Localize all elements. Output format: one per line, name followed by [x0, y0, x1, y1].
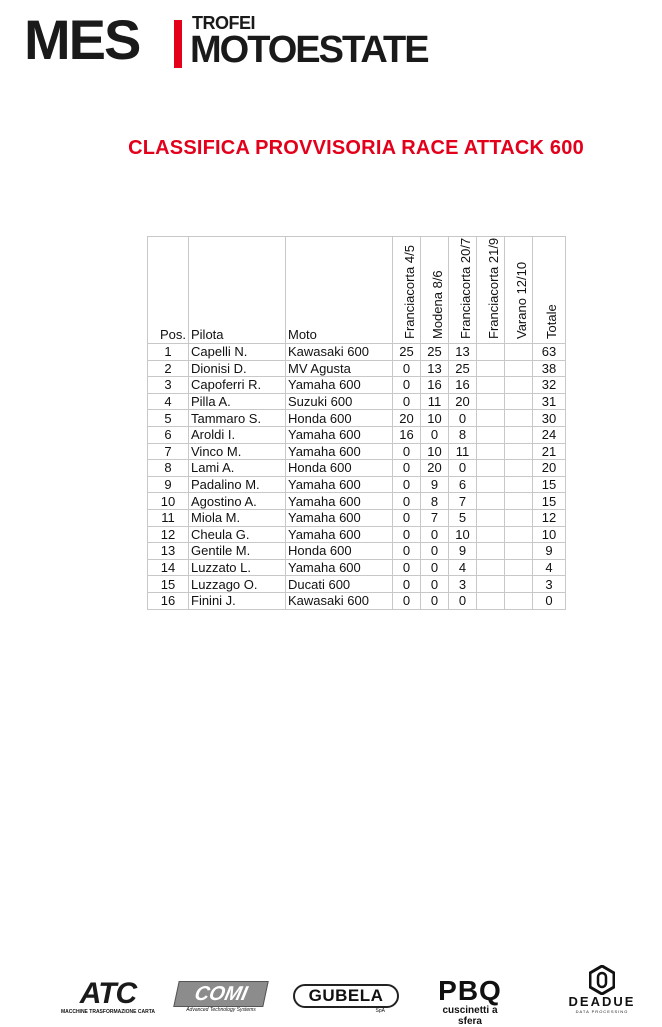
table-row — [148, 559, 566, 576]
cell-moto: Yamaha 600 — [286, 559, 393, 576]
sponsor-deadue-mark: DEADUE — [568, 994, 636, 1009]
logo-trofei: TROFEI — [192, 13, 255, 33]
cell-totale: 10 — [533, 526, 566, 543]
cell-pos: 13 — [148, 543, 189, 560]
sponsor-pbq-logo — [430, 975, 510, 1027]
header-race-1-label: Franciacorta 4/5 — [401, 245, 417, 339]
cell-race-3: 10 — [449, 526, 477, 543]
cell-race-3: 6 — [449, 476, 477, 493]
cell-race-2: 9 — [421, 476, 449, 493]
cell-race-5 — [505, 460, 533, 477]
cell-race-5 — [505, 576, 533, 593]
header-totale-label: Totale — [544, 304, 559, 339]
cell-race-3: 16 — [449, 377, 477, 394]
cell-race-4 — [477, 493, 505, 510]
cell-race-4 — [477, 410, 505, 427]
cell-race-1: 0 — [393, 377, 421, 394]
cell-moto: Yamaha 600 — [286, 526, 393, 543]
cell-totale: 4 — [533, 559, 566, 576]
cell-race-3: 0 — [449, 460, 477, 477]
sponsor-comi-mark: COMI — [173, 981, 269, 1007]
table-row — [148, 576, 566, 593]
page-title: CLASSIFICA PROVVISORIA RACE ATTACK 600 — [128, 137, 584, 159]
cell-pos: 5 — [148, 410, 189, 427]
cell-pilota: Gentile M. — [189, 543, 286, 560]
cell-pilota: Tammaro S. — [189, 410, 286, 427]
table-row — [148, 344, 566, 361]
cell-race-5 — [505, 443, 533, 460]
cell-race-4 — [477, 443, 505, 460]
cell-pilota: Padalino M. — [189, 476, 286, 493]
cell-race-3: 7 — [449, 493, 477, 510]
cell-race-2: 16 — [421, 377, 449, 394]
cell-pos: 14 — [148, 559, 189, 576]
cell-race-2: 11 — [421, 393, 449, 410]
sponsor-gubela-logo — [293, 984, 399, 1014]
sponsor-atc-mark: ATC — [79, 977, 137, 1010]
cell-race-5 — [505, 526, 533, 543]
header-race-4-label: Franciacorta 21/9 — [485, 237, 501, 339]
cell-race-3: 20 — [449, 393, 477, 410]
cell-race-1: 0 — [393, 460, 421, 477]
cell-race-4 — [477, 393, 505, 410]
cell-race-2: 13 — [421, 360, 449, 377]
header-race-3-label: Franciacorta 20/7 — [457, 237, 473, 339]
cell-moto: Kawasaki 600 — [286, 344, 393, 361]
cell-pos: 3 — [148, 377, 189, 394]
header-totale — [533, 237, 566, 344]
cell-race-2: 10 — [421, 410, 449, 427]
cell-race-2: 0 — [421, 559, 449, 576]
table-row — [148, 410, 566, 427]
cell-pos: 16 — [148, 592, 189, 609]
cell-race-4 — [477, 543, 505, 560]
cell-pos: 15 — [148, 576, 189, 593]
cell-race-3: 0 — [449, 410, 477, 427]
table-row — [148, 543, 566, 560]
cell-moto: Honda 600 — [286, 460, 393, 477]
cell-race-2: 10 — [421, 443, 449, 460]
cell-totale: 15 — [533, 493, 566, 510]
cell-pilota: Vinco M. — [189, 443, 286, 460]
cell-pilota: Luzzato L. — [189, 559, 286, 576]
cell-race-2: 20 — [421, 460, 449, 477]
cell-moto: Yamaha 600 — [286, 377, 393, 394]
logo-mes-mark — [24, 8, 140, 71]
cell-pos: 11 — [148, 509, 189, 526]
header-moto: Moto — [286, 237, 393, 344]
cell-race-5 — [505, 360, 533, 377]
cell-race-5 — [505, 410, 533, 427]
cell-pilota: Capelli N. — [189, 344, 286, 361]
cell-pos: 7 — [148, 443, 189, 460]
cell-pilota: Cheula G. — [189, 526, 286, 543]
cell-race-4 — [477, 360, 505, 377]
cell-race-3: 3 — [449, 576, 477, 593]
cell-race-2: 0 — [421, 592, 449, 609]
cell-pilota: Aroldi I. — [189, 426, 286, 443]
header-pos: Pos. — [148, 237, 189, 344]
cell-race-4 — [477, 592, 505, 609]
table-row — [148, 460, 566, 477]
cell-race-3: 9 — [449, 543, 477, 560]
cell-race-2: 8 — [421, 493, 449, 510]
header-race-3 — [449, 237, 477, 344]
header-race-5-label: Varano 12/10 — [513, 261, 529, 339]
sponsor-atc-sub: MACCHINE TRASFORMAZIONE CARTA — [60, 1009, 156, 1015]
cell-race-1: 0 — [393, 493, 421, 510]
cell-race-1: 0 — [393, 476, 421, 493]
cell-pilota: Finini J. — [189, 592, 286, 609]
cell-race-5 — [505, 476, 533, 493]
cell-pilota: Capoferri R. — [189, 377, 286, 394]
cell-pilota: Agostino A. — [189, 493, 286, 510]
cell-race-5 — [505, 543, 533, 560]
cell-moto: Yamaha 600 — [286, 426, 393, 443]
cell-race-1: 16 — [393, 426, 421, 443]
cell-race-3: 4 — [449, 559, 477, 576]
cell-totale: 24 — [533, 426, 566, 443]
cell-race-5 — [505, 509, 533, 526]
header-race-1 — [393, 237, 421, 344]
cell-totale: 32 — [533, 377, 566, 394]
table-row — [148, 526, 566, 543]
cell-totale: 21 — [533, 443, 566, 460]
cell-pos: 8 — [148, 460, 189, 477]
cell-moto: Yamaha 600 — [286, 443, 393, 460]
cell-race-4 — [477, 460, 505, 477]
sponsor-atc-logo — [60, 979, 156, 1015]
table-row — [148, 509, 566, 526]
table-header-row — [148, 237, 566, 344]
cell-totale: 20 — [533, 460, 566, 477]
cell-race-1: 0 — [393, 509, 421, 526]
cell-pilota: Lami A. — [189, 460, 286, 477]
header-race-2 — [421, 237, 449, 344]
cell-race-1: 0 — [393, 576, 421, 593]
cell-race-2: 7 — [421, 509, 449, 526]
cell-race-1: 25 — [393, 344, 421, 361]
cell-moto: Yamaha 600 — [286, 509, 393, 526]
cell-race-1: 0 — [393, 559, 421, 576]
cell-race-5 — [505, 393, 533, 410]
cell-pos: 9 — [148, 476, 189, 493]
cell-race-1: 0 — [393, 592, 421, 609]
sponsor-deadue-logo — [560, 965, 644, 1021]
sponsor-comi-logo — [176, 981, 266, 1013]
cell-totale: 0 — [533, 592, 566, 609]
cell-race-4 — [477, 344, 505, 361]
cell-race-2: 0 — [421, 543, 449, 560]
cell-pilota: Pilla A. — [189, 393, 286, 410]
deadue-hexagon-icon — [589, 965, 615, 995]
table-row — [148, 360, 566, 377]
cell-totale: 38 — [533, 360, 566, 377]
sponsor-gubela-mark: GUBELA — [293, 984, 399, 1008]
cell-race-1: 0 — [393, 393, 421, 410]
standings-body — [148, 344, 566, 610]
table-row — [148, 493, 566, 510]
cell-race-3: 11 — [449, 443, 477, 460]
sponsor-pbq-mark: PBQ — [438, 975, 502, 1006]
cell-race-3: 13 — [449, 344, 477, 361]
cell-pilota: Luzzago O. — [189, 576, 286, 593]
cell-race-5 — [505, 377, 533, 394]
header-pilota: Pilota — [189, 237, 286, 344]
cell-moto: Yamaha 600 — [286, 476, 393, 493]
cell-race-3: 5 — [449, 509, 477, 526]
table-row — [148, 476, 566, 493]
sponsor-deadue-sub: DATA PROCESSING — [575, 1009, 629, 1014]
cell-race-2: 0 — [421, 526, 449, 543]
cell-race-1: 0 — [393, 360, 421, 377]
header-race-5 — [505, 237, 533, 344]
sponsor-comi-sub: Advanced Technology Systems — [186, 1007, 256, 1013]
cell-race-5 — [505, 493, 533, 510]
cell-race-2: 25 — [421, 344, 449, 361]
cell-pos: 4 — [148, 393, 189, 410]
cell-race-5 — [505, 559, 533, 576]
cell-totale: 31 — [533, 393, 566, 410]
logo-red-bar — [174, 20, 182, 68]
cell-race-3: 8 — [449, 426, 477, 443]
table-row — [148, 592, 566, 609]
cell-moto: MV Agusta — [286, 360, 393, 377]
table-row — [148, 393, 566, 410]
cell-pilota: Dionisi D. — [189, 360, 286, 377]
cell-race-4 — [477, 476, 505, 493]
cell-pos: 10 — [148, 493, 189, 510]
cell-pos: 1 — [148, 344, 189, 361]
cell-pos: 6 — [148, 426, 189, 443]
cell-race-2: 0 — [421, 576, 449, 593]
cell-race-1: 0 — [393, 526, 421, 543]
logo-mes-text: MES — [24, 8, 140, 71]
cell-moto: Yamaha 600 — [286, 493, 393, 510]
cell-totale: 12 — [533, 509, 566, 526]
cell-totale: 9 — [533, 543, 566, 560]
cell-race-5 — [505, 426, 533, 443]
cell-pos: 12 — [148, 526, 189, 543]
cell-totale: 30 — [533, 410, 566, 427]
table-row — [148, 426, 566, 443]
cell-race-1: 20 — [393, 410, 421, 427]
cell-race-1: 0 — [393, 543, 421, 560]
cell-pos: 2 — [148, 360, 189, 377]
cell-race-4 — [477, 426, 505, 443]
table-row — [148, 443, 566, 460]
cell-race-5 — [505, 344, 533, 361]
cell-race-5 — [505, 592, 533, 609]
sponsor-pbq-sub: cuscinetti a sfera — [442, 1005, 498, 1027]
cell-race-3: 0 — [449, 592, 477, 609]
cell-moto: Honda 600 — [286, 410, 393, 427]
cell-moto: Suzuki 600 — [286, 393, 393, 410]
standings-table — [147, 236, 566, 610]
cell-race-4 — [477, 576, 505, 593]
cell-totale: 15 — [533, 476, 566, 493]
logo-motoestate: MOTOESTATE — [190, 29, 428, 71]
table-row — [148, 377, 566, 394]
cell-moto: Kawasaki 600 — [286, 592, 393, 609]
cell-race-4 — [477, 559, 505, 576]
cell-race-4 — [477, 526, 505, 543]
header-race-4 — [477, 237, 505, 344]
cell-race-1: 0 — [393, 443, 421, 460]
cell-totale: 63 — [533, 344, 566, 361]
cell-totale: 3 — [533, 576, 566, 593]
cell-moto: Ducati 600 — [286, 576, 393, 593]
sponsors-footer — [0, 965, 662, 1027]
cell-pilota: Miola M. — [189, 509, 286, 526]
cell-race-3: 25 — [449, 360, 477, 377]
cell-race-4 — [477, 377, 505, 394]
sponsor-gubela-sub: SpA — [375, 1008, 385, 1014]
cell-race-2: 0 — [421, 426, 449, 443]
cell-race-4 — [477, 509, 505, 526]
cell-moto: Honda 600 — [286, 543, 393, 560]
header-race-2-label: Modena 8/6 — [429, 270, 445, 339]
